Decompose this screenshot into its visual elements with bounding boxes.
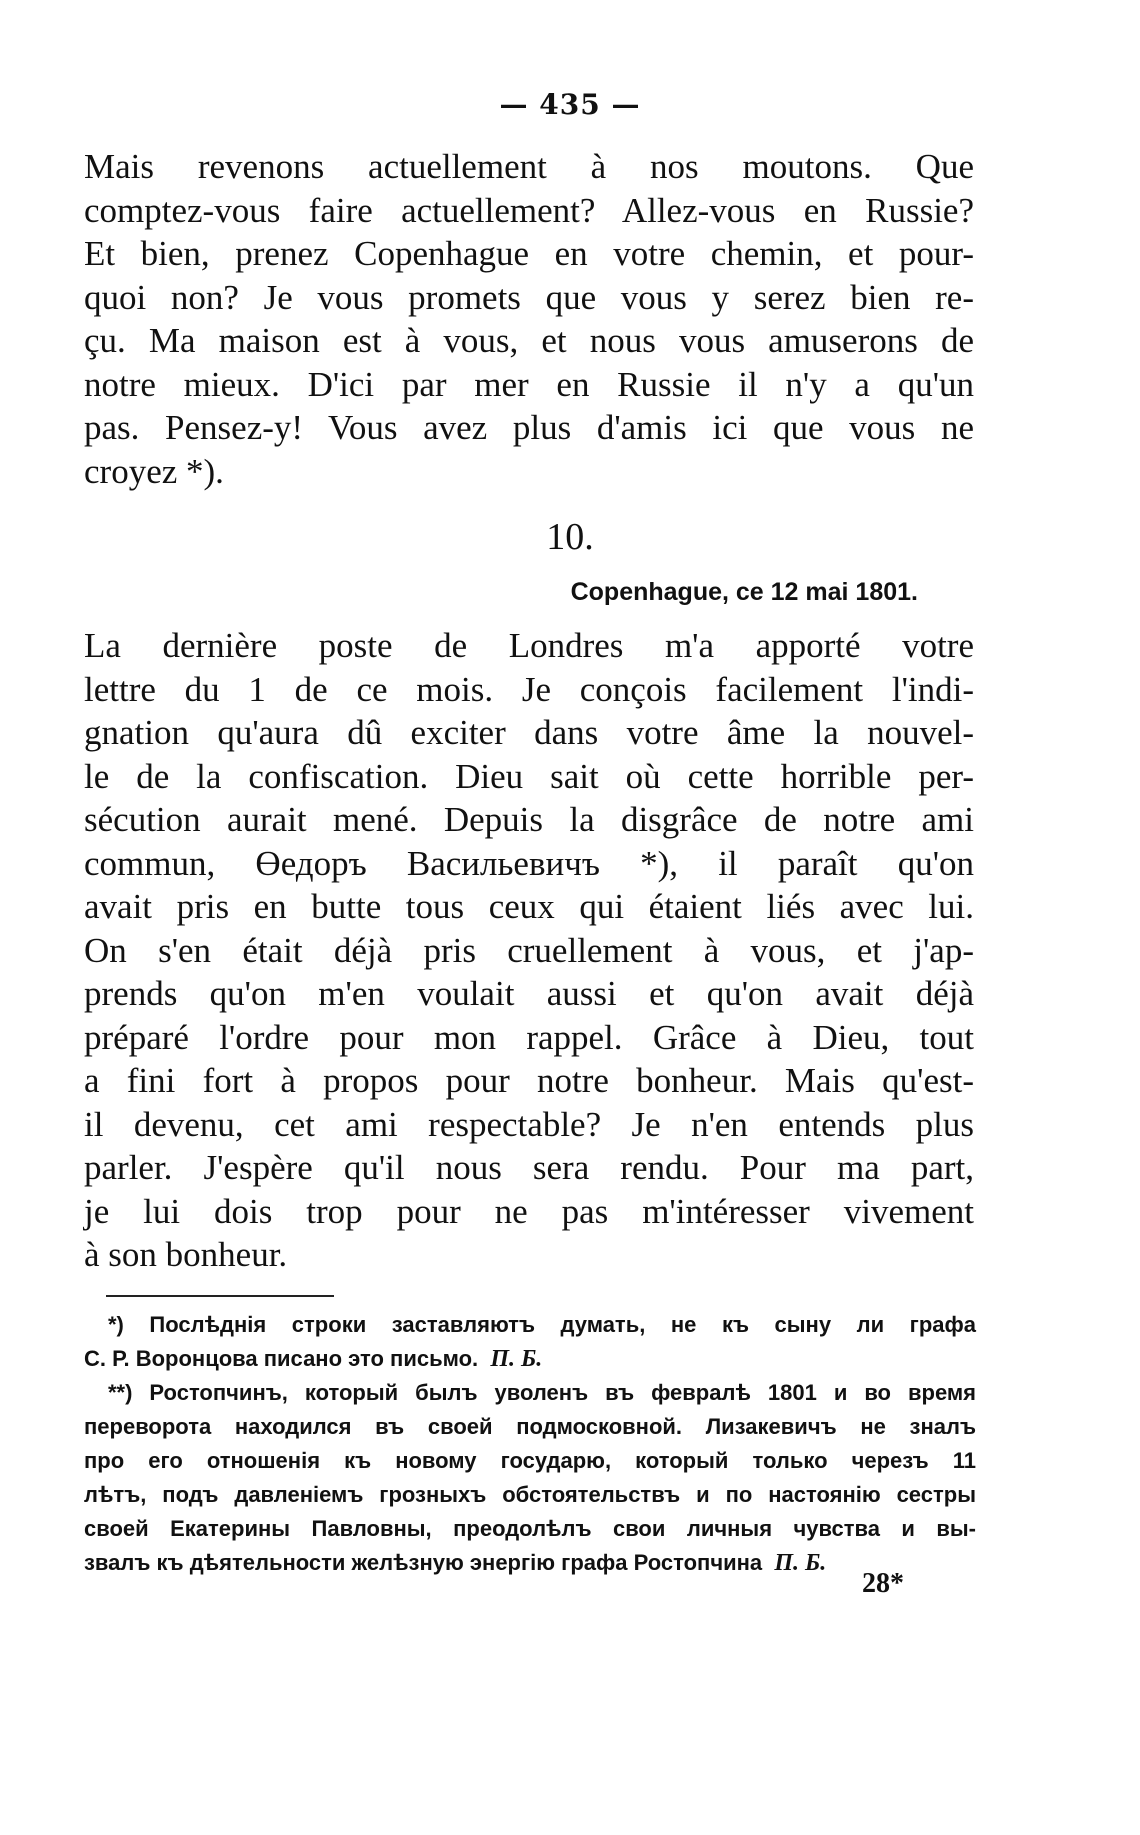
paragraph-line: a fini fort à propos pour notre bonheur. Mais qu'est- <box>84 1061 974 1100</box>
footnote-2-line: своей Екатерины Павловны, преодолѣлъ свои личныя чувства и вы- <box>84 1516 976 1541</box>
footnotes <box>84 1308 976 1580</box>
footnote-separator <box>106 1295 334 1297</box>
paragraph-line: quoi non? Je vous promets que vous y serez bien re- <box>84 277 974 317</box>
footnote-2-line: лѣтъ, подъ давленіемъ грозныхъ обстоятельствъ и по настоянію сестры <box>84 1482 976 1507</box>
footnote-1-line <box>84 1342 976 1376</box>
paragraph-line: il devenu, cet ami respectable? Je n'en entends plus <box>84 1104 974 1144</box>
letter-dateline: Copenhague, ce 12 mai 1801. <box>570 578 918 606</box>
footnote-2-line: переворота находился въ своей подмосковной. Лизакевичъ не зналъ <box>84 1414 976 1439</box>
paragraph-line: notre mieux. D'ici par mer en Russie il n'y a qu'un <box>84 364 974 404</box>
page-number: — 435 — <box>499 88 641 121</box>
paragraph-line: lettre du 1 de ce mois. Je conçois facilement l'indi- <box>84 669 974 709</box>
footnote-1-signature: П. Б. <box>490 1346 543 1372</box>
footnote-2-line <box>84 1546 976 1580</box>
sheet-signature-mark: 28* <box>862 1568 904 1599</box>
paragraph-line: sécution aurait mené. Depuis la disgrâce de notre ami <box>84 800 974 839</box>
footnote-1-line: *) Послѣднія строки заставляютъ думать, не къ сыну ли графа <box>108 1312 976 1337</box>
paragraph-line: On s'en était déjà pris cruellement à vous, et j'ap- <box>84 930 974 970</box>
paragraph-line: La dernière poste de Londres m'a apporté votre <box>84 626 974 665</box>
paragraph-line: comptez-vous faire actuellement? Allez-vous en Russie? <box>84 190 974 230</box>
paragraph-line: Et bien, prenez Copenhague en votre chemin, et pour- <box>84 234 974 273</box>
footnote-2-line: **) Ростопчинъ, который былъ уволенъ въ февралѣ 1801 и во время <box>108 1380 976 1405</box>
letter-number: 10. <box>546 516 594 558</box>
paragraph-line: préparé l'ordre pour mon rappel. Grâce à Dieu, tout <box>84 1017 974 1057</box>
paragraph-line: commun, Өедоръ Васильевичъ *), il paraît qu'on <box>84 843 974 883</box>
paragraph-2 <box>84 624 974 1277</box>
paragraph-line: avait pris en butte tous ceux qui étaient liés avec lui. <box>84 887 974 926</box>
footnote-2-line: про его отношенія къ новому государю, который только черезъ 11 <box>84 1448 976 1473</box>
footnote-2-text: звалъ къ дѣятельности желѣзную энергію графа Ростопчина <box>84 1550 763 1575</box>
paragraph-line: à son bonheur. <box>84 1235 288 1274</box>
paragraph-line: le de la confiscation. Dieu sait où cette horrible per- <box>84 756 974 796</box>
paragraph-line: je lui dois trop pour ne pas m'intéresser vivement <box>84 1191 974 1231</box>
footnote-2-signature: П. Б. <box>774 1550 827 1576</box>
paragraph-line: gnation qu'aura dû exciter dans votre âme la nouvel- <box>84 713 974 752</box>
paragraph-line: parler. J'espère qu'il nous sera rendu. Pour ma part, <box>84 1148 974 1187</box>
paragraph-line: prends qu'on m'en voulait aussi et qu'on avait déjà <box>84 974 974 1013</box>
paragraph-1 <box>84 145 974 493</box>
paragraph-line: pas. Pensez-y! Vous avez plus d'amis ici que vous ne <box>84 408 974 447</box>
paragraph-line: çu. Ma maison est à vous, et nous vous amuserons de <box>84 321 974 360</box>
footnote-1-text: С. Р. Воронцова писано это письмо. <box>84 1346 479 1371</box>
paragraph-line: croyez *). <box>84 451 224 491</box>
paragraph-line: Mais revenons actuellement à nos moutons. Que <box>84 147 974 186</box>
